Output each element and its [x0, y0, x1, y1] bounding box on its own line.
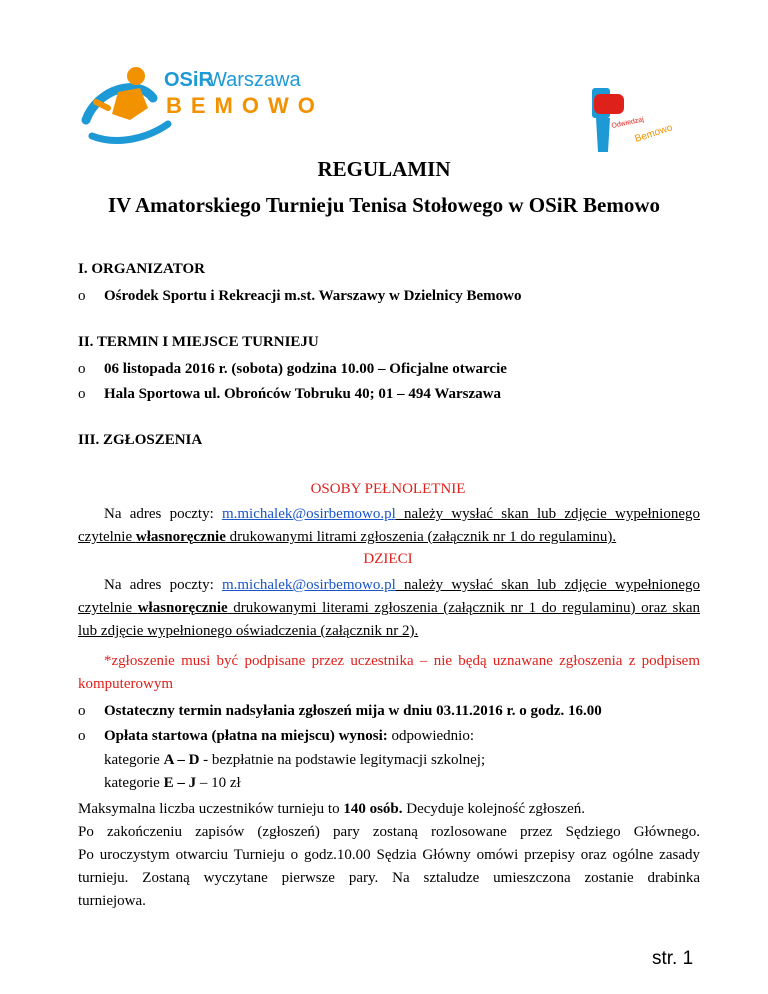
logo-osir-text: OSiR	[164, 69, 213, 91]
adults-email-link[interactable]: m.michalek@osirbemowo.pl	[221, 506, 396, 522]
cat1-bold: A – D	[163, 752, 200, 768]
adults-line2-post: drukowanymi litrami zgłoszenia (załącznik nr 1 do regulaminu).	[225, 529, 617, 545]
fee-item	[78, 728, 718, 745]
kids-line2-bold: własnoręcznie	[137, 600, 228, 616]
kids-paragraph	[78, 574, 700, 643]
odwiedzaj-bemowo-logo	[584, 82, 704, 162]
bullet-icon: o	[78, 361, 86, 377]
date-text: 06 listopada 2016 r. (sobota) godzina 10.00 – Oficjalne otwarcie	[104, 361, 507, 377]
cat2-pre: kategorie	[104, 775, 164, 791]
bullet-icon: o	[78, 288, 86, 304]
rules-p2: Po uroczystym otwarciu Turnieju o godz.10.00 Sędzia Główny omówi przepisy oraz ogólne zasady	[78, 847, 700, 863]
date-item	[78, 361, 718, 378]
document-title: REGULAMIN	[317, 157, 451, 181]
bullet-icon: o	[78, 386, 86, 402]
deadline-item	[78, 703, 718, 720]
adults-line2	[78, 529, 616, 545]
section-organizer-title: I. ORGANIZATOR	[78, 261, 205, 277]
rules-p4: turniejowa.	[78, 893, 146, 909]
place-text: Hala Sportowa ul. Obrońców Tobruku 40; 01 – 494 Warszawa	[104, 386, 502, 402]
rules-p1: Po zakończeniu zapisów (zgłoszeń) pary zostaną rozlosowane przez Sędziego Głównego.	[78, 824, 700, 840]
section-registration-title: III. ZGŁOSZENIA	[78, 432, 203, 448]
osir-bemowo-logo	[78, 58, 324, 148]
logo-warszawa-text: Warszawa	[208, 69, 301, 91]
kids-line2-pre: czytelnie	[78, 600, 138, 616]
adults-line1-post: należy wysłać skan lub zdjęcie wypełnionego	[395, 506, 701, 522]
max-line	[78, 798, 700, 821]
max-post: Decyduje kolejność zgłoszeń.	[402, 801, 585, 817]
adults-line2-pre: czytelnie	[78, 529, 136, 545]
deadline-text: Ostateczny termin nadsyłania zgłoszeń mija w dniu 03.11.2016 r. o godz. 16.00	[104, 703, 602, 719]
category-ej	[104, 775, 241, 792]
kids-email-link[interactable]: m.michalek@osirbemowo.pl	[221, 577, 396, 593]
logo-bemowo-text: BEMOWO	[166, 93, 324, 118]
kids-line2	[78, 597, 700, 620]
place-item	[78, 386, 718, 403]
kids-heading: DZIECI	[363, 551, 413, 567]
adults-paragraph	[78, 503, 700, 549]
rules-paragraph	[78, 798, 700, 913]
rules-p3: turnieju. Zostaną wyczytane pierwsze pary. Na sztaludze umieszczona zostanie drabinka	[78, 870, 700, 886]
max-pre: Maksymalna liczba uczestników turnieju to	[78, 801, 344, 817]
section-date-place-title: II. TERMIN I MIEJSCE TURNIEJU	[78, 334, 319, 350]
kids-line2-post: drukowanymi literami zgłoszenia (załącznik nr 1 do regulaminu) oraz skan	[227, 600, 700, 616]
max-bold: 140 osób.	[343, 801, 403, 817]
bullet-icon: o	[78, 703, 86, 719]
cat1-pre: kategorie	[104, 752, 164, 768]
adults-heading: OSOBY PEŁNOLETNIE	[310, 481, 466, 497]
bullet-icon: o	[78, 728, 86, 744]
side-logo-text2: Bemowo	[633, 122, 674, 145]
document-subtitle: IV Amatorskiego Turnieju Tenisa Stołowego w OSiR Bemowo	[107, 193, 661, 217]
adults-line1-pre: Na adres poczty:	[104, 506, 222, 522]
kids-line1-pre: Na adres poczty:	[104, 577, 222, 593]
organizer-text: Ośrodek Sportu i Rekreacji m.st. Warszawy w Dzielnicy Bemowo	[104, 288, 522, 304]
cat2-bold: E – J	[163, 775, 197, 791]
side-logo-text1: Odwiedzaj	[610, 116, 645, 130]
cat1-post: - bezpłatnie na podstawie legitymacji szkolnej;	[199, 752, 486, 768]
kids-line3: lub zdjęcie wypełnionego oświadczenia (załącznik nr 2).	[78, 623, 419, 639]
kids-line1-post: należy wysłać skan lub zdjęcie wypełnionego	[395, 577, 701, 593]
cat2-post: – 10 zł	[196, 775, 241, 791]
page-number: str. 1	[652, 948, 694, 969]
signature-note	[78, 650, 700, 696]
organizer-item	[78, 288, 718, 305]
category-ad	[104, 752, 485, 769]
fee-post: odpowiednio:	[387, 728, 474, 744]
note-line2: komputerowym	[78, 676, 173, 692]
adults-line2-bold: własnoręcznie	[135, 529, 226, 545]
note-line1: *zgłoszenie musi być podpisane przez uczestnika – nie będą uznawane zgłoszenia z podpisem	[104, 653, 700, 669]
fee-bold: Opłata startowa (płatna na miejscu) wynosi:	[104, 728, 388, 744]
